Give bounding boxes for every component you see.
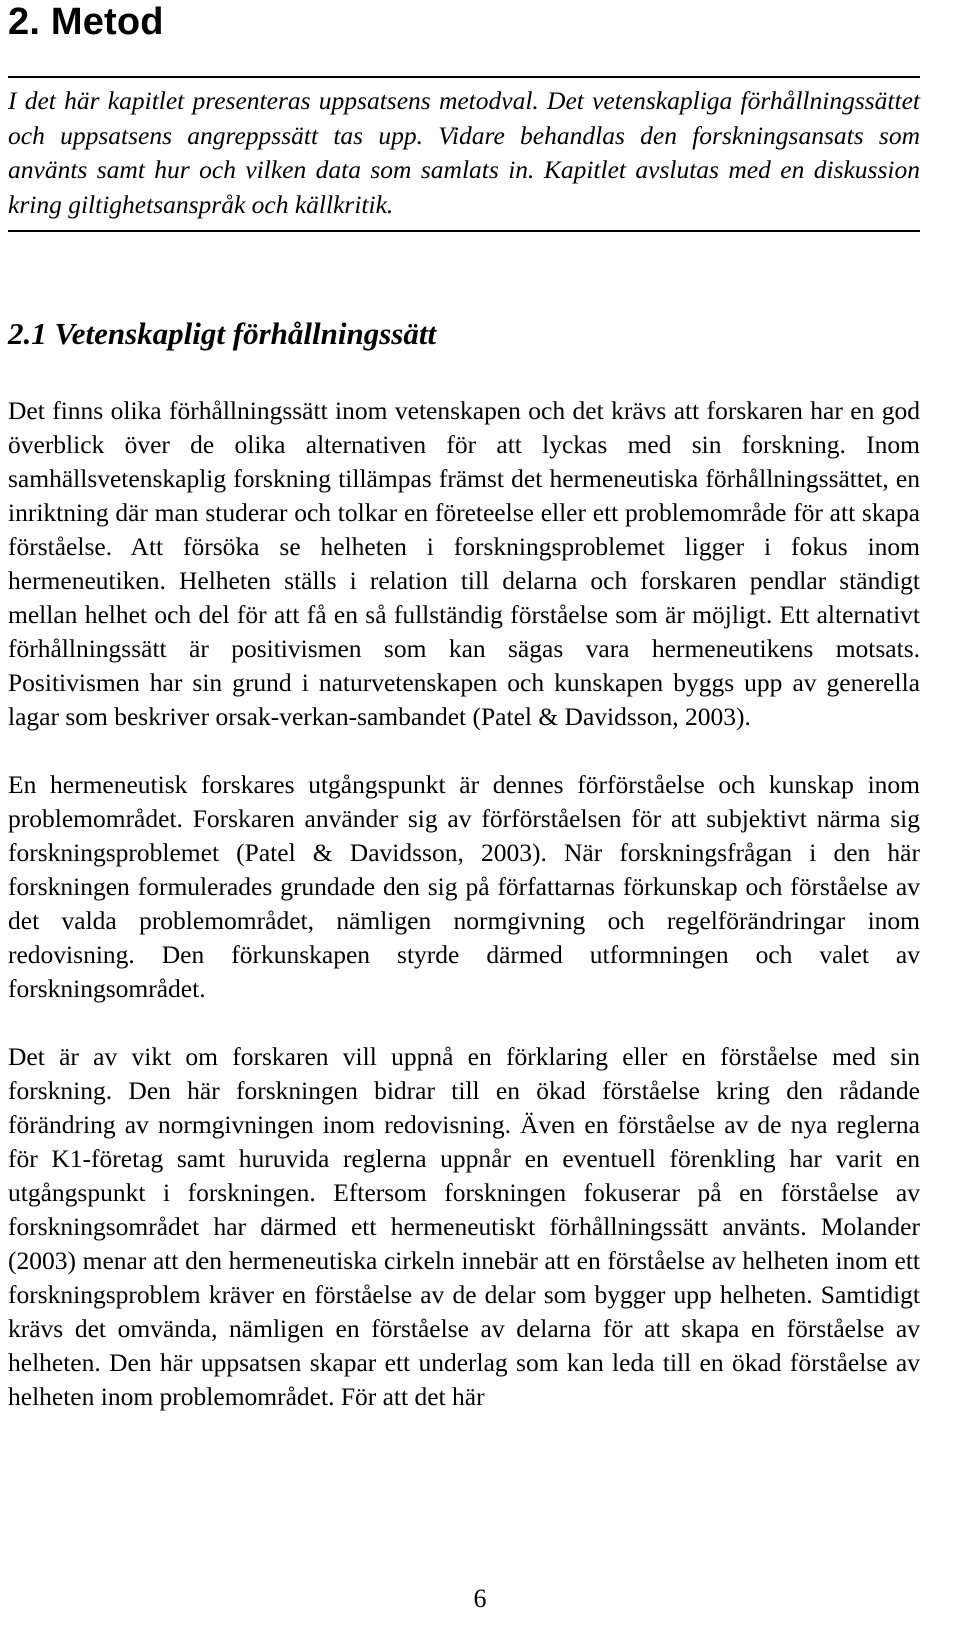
chapter-abstract-text: I det här kapitlet presenteras uppsatsens metodval. Det vetenskapliga förhållningssättet och uppsatsens angreppssätt tas upp. Vidare behandlas den forskningsansats som använts samt hur och vilken data som samlats in. Kapitlet avslutas med en diskussion kring giltighetsanspråk och källkritik. bbox=[8, 86, 920, 219]
body-paragraph-3: Det är av vikt om forskaren vill uppnå en förklaring eller en förståelse med sin forskning. Den här forskningen bidrar till en ökad förståelse kring den rådande förändring av normgivningen inom redovisning. Även en förståelse av de nya reglerna för K1-företag samt huruvida reglerna uppnår en eventuell förenkling har varit en utgångspunkt i forskningen. Eftersom forskningen fokuserar på en förståelse av forskningsområdet har därmed ett hermeneutiskt förhållningssätt använts. Molander (2003) menar att den hermeneutiska cirkeln innebär att en förståelse av helheten inom ett forskningsproblem kräver en förståelse av de delar som bygger upp helheten. Samtidigt krävs det omvända, nämligen en förståelse av delarna för att skapa en förståelse av helheten. Den här uppsatsen skapar ett underlag som kan leda till en ökad förståelse av helheten inom problemområdet. För att det här bbox=[8, 1042, 920, 1411]
document-page bbox=[8, 0, 920, 1414]
chapter-title: 2. Metod bbox=[8, 1, 164, 43]
body-paragraph-1: Det finns olika förhållningssätt inom vetenskapen och det krävs att forskaren har en god överblick över de olika alternativen för att lyckas med sin forskning. Inom samhällsvetenskaplig forskning tillämpas främst det hermeneutiska förhållningssättet, en inriktning där man studerar och tolkar en företeelse eller ett problemområde för att skapa förståelse. Att försöka se helheten i forskningsproblemet ligger i fokus inom hermeneutiken. Helheten ställs i relation till delarna och forskaren pendlar ständigt mellan helhet och del för att få en så fullständig förståelse som är möjligt. Ett alternativt förhållningssätt är positivismen som kan sägas vara hermeneutikens motsats. Positivismen har sin grund i naturvetenskapen och kunskapen byggs upp av generella lagar som beskriver orsak-verkan-sambandet (Patel & Davidsson, 2003). bbox=[8, 396, 920, 731]
body-paragraph-2: En hermeneutisk forskares utgångspunkt är dennes förförståelse och kunskap inom problemområdet. Forskaren använder sig av förförståelsen för att subjektivt närma sig forskningsproblemet (Patel & Davidsson, 2003). När forskningsfrågan i den här forskningen formulerades grundade den sig på författarnas förkunskap och förståelse av det valda problemområdet, nämligen normgivning och regelförändringar inom redovisning. Den förkunskapen styrde därmed utformningen och valet av forskningsområdet. bbox=[8, 770, 920, 1003]
chapter-abstract-box bbox=[8, 76, 920, 232]
section-heading: 2.1 Vetenskapligt förhållningssätt bbox=[8, 316, 437, 351]
page-number: 6 bbox=[473, 1584, 487, 1613]
